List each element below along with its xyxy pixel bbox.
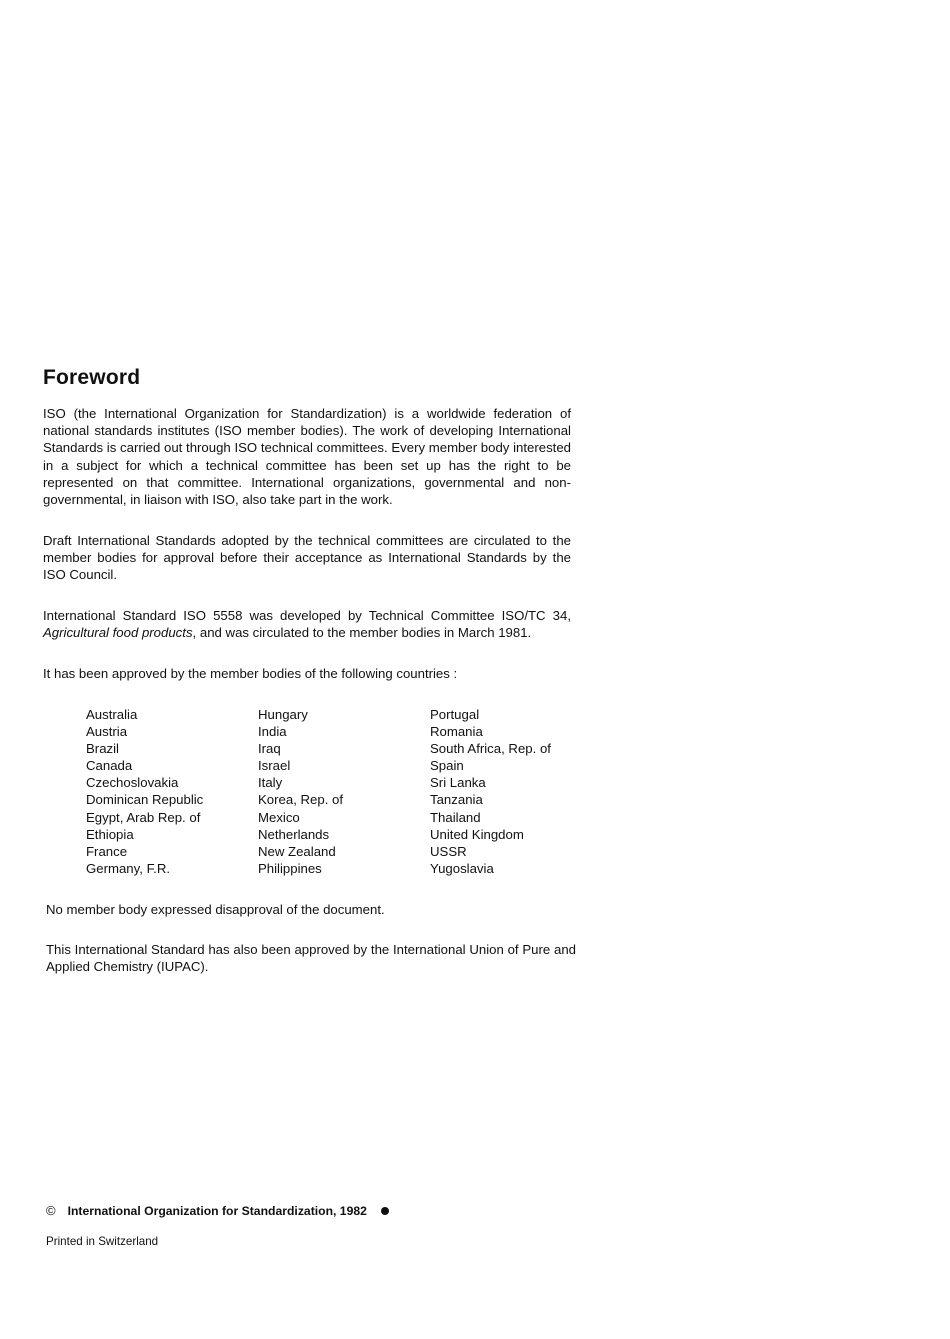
country-column-1 [86, 706, 258, 877]
country-item: Hungary [258, 707, 308, 722]
country-item: Korea, Rep. of [258, 792, 344, 808]
country-item: Egypt, Arab Rep. of [86, 809, 201, 825]
country-item: Netherlands [258, 826, 330, 842]
country-column-2 [258, 706, 430, 877]
country-item: India [258, 724, 287, 740]
copyright-symbol: © [46, 1203, 56, 1218]
paragraph-iso-intro: ISO (the International Organization for Standardization) is a worldwide federation of national standards institutes (ISO member bodies). The work of developing International Standards is carried out through ISO technical committees. Every member body interested in a subject for which a technical committee has been set up has the right to be represented on that committee. International organizations, governmental and non-governmental, in liaison with ISO, also take part in the work. [43, 406, 571, 508]
country-item: Spain [430, 758, 464, 774]
country-list [86, 706, 602, 877]
country-item: Germany, F.R. [86, 860, 171, 876]
paragraph-standard-development [43, 607, 571, 641]
country-item: South Africa, Rep. of [430, 741, 551, 757]
paragraph-no-disapproval: No member body expressed disapproval of the document. [46, 902, 385, 917]
country-item: USSR [430, 843, 467, 859]
country-item: Sri Lanka [430, 775, 486, 791]
printed-in: Printed in Switzerland [46, 1235, 159, 1248]
country-item: Romania [430, 724, 483, 740]
country-column-3 [430, 706, 602, 877]
paragraph-draft-standards: Draft International Standards adopted by the technical committees are circulated to the member bodies for approval before their acceptance as International Standards by the ISO Council. [43, 533, 571, 583]
country-item: Australia [86, 707, 138, 722]
copyright-line [46, 1203, 389, 1218]
country-item: Tanzania [430, 792, 483, 808]
paragraph-text: , and was circulated to the member bodies in March 1981. [192, 625, 532, 641]
country-item: France [86, 843, 128, 859]
country-item: Portugal [430, 707, 480, 722]
paragraph-text: International Standard ISO 5558 was developed by Technical Committee ISO/TC 34, [43, 608, 571, 623]
country-item: Yugoslavia [430, 860, 494, 876]
paragraph-approval-intro: It has been approved by the member bodies of the following countries : [43, 666, 458, 681]
country-item: Italy [258, 775, 283, 791]
country-item: Mexico [258, 809, 300, 825]
page-title: Foreword [43, 366, 141, 389]
country-item: Philippines [258, 860, 322, 876]
copyright-text: International Organization for Standardization, 1982 [67, 1203, 367, 1218]
country-item: Brazil [86, 741, 119, 757]
country-item: Dominican Republic [86, 792, 204, 808]
committee-title: Agricultural food products [43, 625, 193, 641]
country-item: Austria [86, 724, 128, 740]
country-item: United Kingdom [430, 826, 524, 842]
country-item: New Zealand [258, 843, 336, 859]
country-item: Canada [86, 758, 133, 774]
country-item: Israel [258, 758, 291, 774]
country-item: Iraq [258, 741, 281, 757]
bullet-icon [381, 1207, 389, 1215]
country-item: Thailand [430, 809, 481, 825]
paragraph-iupac: This International Standard has also been approved by the International Union of Pure and Applied Chemistry (IUPAC). [46, 942, 576, 975]
country-item: Czechoslovakia [86, 775, 179, 791]
country-item: Ethiopia [86, 826, 134, 842]
